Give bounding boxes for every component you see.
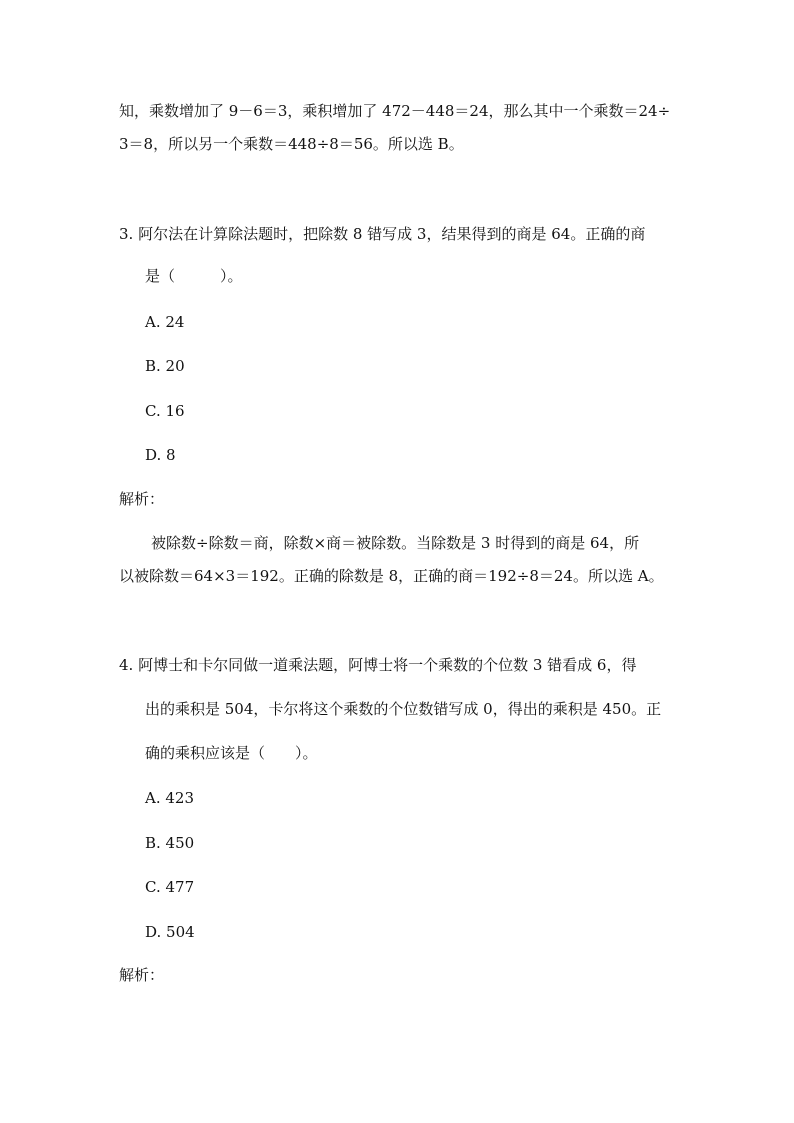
question-4-stem-line-2: 出的乘积是 504，卡尔将这个乘数的个位数错写成 0，得出的乘积是 450。正 [145,700,662,718]
question-3-stem-line-1: 3. 阿尔法在计算除法题时，把除数 8 错写成 3，结果得到的商是 64。正确的商 [119,225,646,243]
question-3-option-d: D. 8 [145,446,176,464]
question-3-option-b: B. 20 [145,357,185,375]
question-4-option-b: B. 450 [145,834,195,852]
question-4-analysis-label: 解析： [119,966,165,984]
question-4-stem-line-3: 确的乘积应该是（ ）。 [145,744,318,762]
question-4-option-a: A. 423 [145,789,194,807]
previous-explanation-line-1: 知，乘数增加了 9－6＝3，乘积增加了 472－448＝24，那么其中一个乘数＝24÷ [119,102,671,120]
question-3-option-c: C. 16 [145,402,185,420]
question-3-analysis-line-1: 被除数÷除数＝商，除数×商＝被除数。当除数是 3 时得到的商是 64，所 [151,534,640,552]
question-3-option-a: A. 24 [145,313,185,331]
previous-explanation-line-2: 3＝8，所以另一个乘数＝448÷8＝56。所以选 B。 [119,135,464,153]
question-3-analysis-line-2: 以被除数＝64×3＝192。正确的除数是 8，正确的商＝192÷8＝24。所以选 A。 [119,567,664,585]
question-3-analysis-label: 解析： [119,490,165,508]
question-3-stem-line-2: 是（ ）。 [145,267,243,285]
question-4-option-c: C. 477 [145,878,195,896]
question-4-stem-line-1: 4. 阿博士和卡尔同做一道乘法题，阿博士将一个乘数的个位数 3 错看成 6，得 [119,656,637,674]
question-4-option-d: D. 504 [145,923,195,941]
